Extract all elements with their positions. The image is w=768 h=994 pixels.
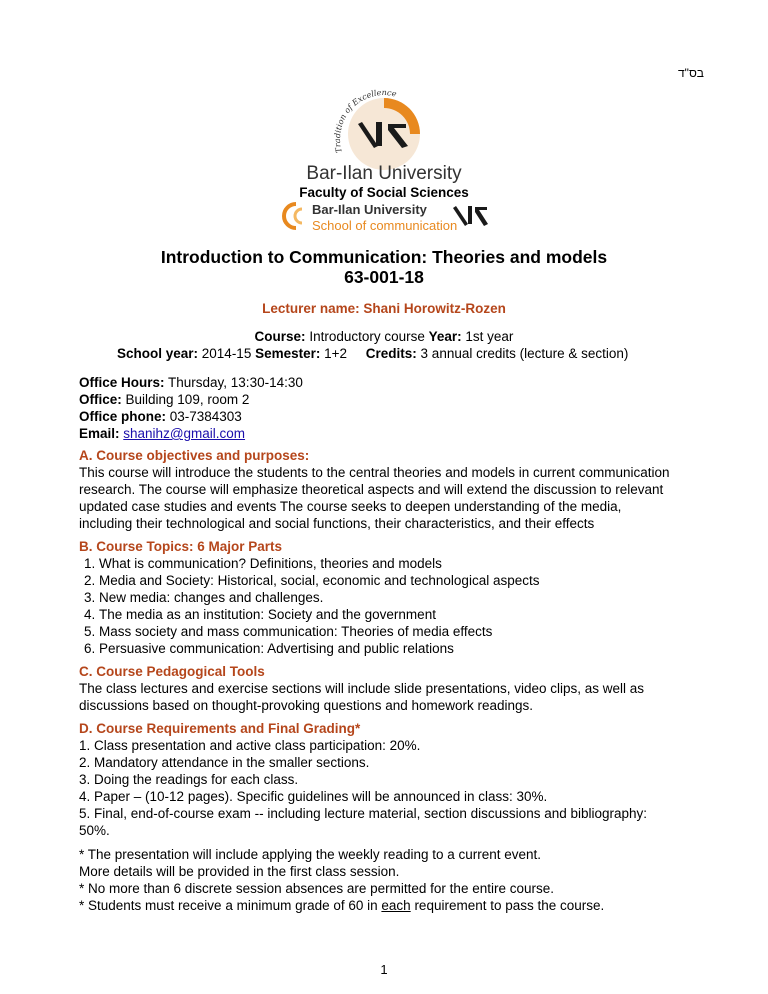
office-hours-value: Thursday, 13:30-14:30 xyxy=(164,375,303,390)
course-info-line2 xyxy=(117,345,628,362)
section-d-heading: D. Course Requirements and Final Grading* xyxy=(79,721,361,736)
section-b-heading: B. Course Topics: 6 Major Parts xyxy=(79,539,283,554)
section-a-line: research. The course will emphasize theoretical aspects and will extend the discussion to relevant xyxy=(79,482,664,497)
year-value: 1st year xyxy=(461,329,514,344)
school-logo-line2: School of communication xyxy=(312,218,458,233)
semester-value: 1+2 xyxy=(320,346,366,361)
note-line: * No more than 6 discrete session absences are permitted for the entire course. xyxy=(79,881,554,896)
requirement-item: 3. Doing the readings for each class. xyxy=(79,772,299,787)
requirement-item: 50%. xyxy=(79,823,110,838)
course-label: Course: xyxy=(254,329,306,344)
course-code: 63-001-18 xyxy=(344,267,424,287)
section-a-line: This course will introduce the students to the central theories and models in current communication xyxy=(79,465,670,480)
section-c-heading: C. Course Pedagogical Tools xyxy=(79,664,265,679)
topics-list xyxy=(79,555,699,657)
course-info-line1 xyxy=(0,328,768,345)
email-label: Email: xyxy=(79,426,120,441)
note-emphasis: each xyxy=(381,898,411,913)
requirement-item: 5. Final, end-of-course exam -- including lecture material, section discussions and bibliography: xyxy=(79,806,648,821)
semester-label: Semester: xyxy=(255,346,321,361)
section-c-line: discussions based on thought-provoking questions and homework readings. xyxy=(79,698,534,713)
list-item: 6. Persuasive communication: Advertising and public relations xyxy=(99,640,699,657)
school-year-value: 2014-15 xyxy=(198,346,256,361)
section-c-line: The class lectures and exercise sections will include slide presentations, video clips, as well as xyxy=(79,681,645,696)
note-text: requirement to pass the course. xyxy=(410,898,605,913)
office-label: Office: xyxy=(79,392,122,407)
section-requirements xyxy=(79,720,699,839)
email-link[interactable]: shanihz@gmail.com xyxy=(123,426,246,441)
credits-label: Credits: xyxy=(365,346,417,361)
section-a-line: updated case studies and events The course seeks to deepen understanding of the media, xyxy=(79,499,622,514)
section-objectives xyxy=(79,447,699,532)
section-pedagogical-tools xyxy=(79,663,699,714)
page-number: 1 xyxy=(380,962,388,977)
list-item: 1. What is communication? Definitions, theories and models xyxy=(99,555,699,572)
credits-value: 3 annual credits (lecture & section) xyxy=(416,346,629,361)
note-line: * The presentation will include applying the weekly reading to a current event. xyxy=(79,847,542,862)
faculty-name: Faculty of Social Sciences xyxy=(299,185,469,200)
lecturer-name: Lecturer name: Shani Horowitz-Rozen xyxy=(262,301,506,316)
note-text: * Students must receive a minimum grade of 60 in xyxy=(79,898,382,913)
list-item: 5. Mass society and mass communication: Theories of media effects xyxy=(99,623,699,640)
course-title-line1: Introduction to Communication: Theories and models xyxy=(160,247,608,267)
list-item: 4. The media as an institution: Society and the government xyxy=(99,606,699,623)
office-phone-label: Office phone: xyxy=(79,409,166,424)
school-of-communication-logo xyxy=(282,198,492,234)
section-a-heading: A. Course objectives and purposes: xyxy=(79,448,310,463)
course-value: Introductory course xyxy=(305,329,429,344)
bar-ilan-university-logo xyxy=(284,86,484,186)
requirement-item: 4. Paper – (10-12 pages). Specific guidelines will be announced in class: 30%. xyxy=(79,789,548,804)
office-hours-label: Office Hours: xyxy=(79,375,165,390)
section-notes xyxy=(79,846,699,914)
office-info xyxy=(79,374,303,442)
section-a-line: including their technological and social functions, their characteristics, and their effects xyxy=(79,516,595,531)
bsd-header: בס"ד xyxy=(678,66,704,80)
logo-university-name: Bar-Ilan University xyxy=(306,163,462,184)
list-item: 3. New media: changes and challenges. xyxy=(99,589,699,606)
requirement-item: 2. Mandatory attendance in the smaller sections. xyxy=(79,755,370,770)
office-phone-value: 03-7384303 xyxy=(166,409,242,424)
section-topics xyxy=(79,538,699,657)
school-year-label: School year: xyxy=(117,346,199,361)
office-value: Building 109, room 2 xyxy=(121,392,250,407)
list-item: 2. Media and Society: Historical, social, economic and technological aspects xyxy=(99,572,699,589)
note-line xyxy=(79,897,699,914)
requirement-item: 1. Class presentation and active class participation: 20%. xyxy=(79,738,421,753)
school-logo-line1: Bar-Ilan University xyxy=(312,202,427,217)
course-title xyxy=(0,247,768,287)
note-line: More details will be provided in the first class session. xyxy=(79,864,400,879)
logo-arc-text: Tradition of Excellence xyxy=(332,88,398,154)
year-label: Year: xyxy=(428,329,462,344)
